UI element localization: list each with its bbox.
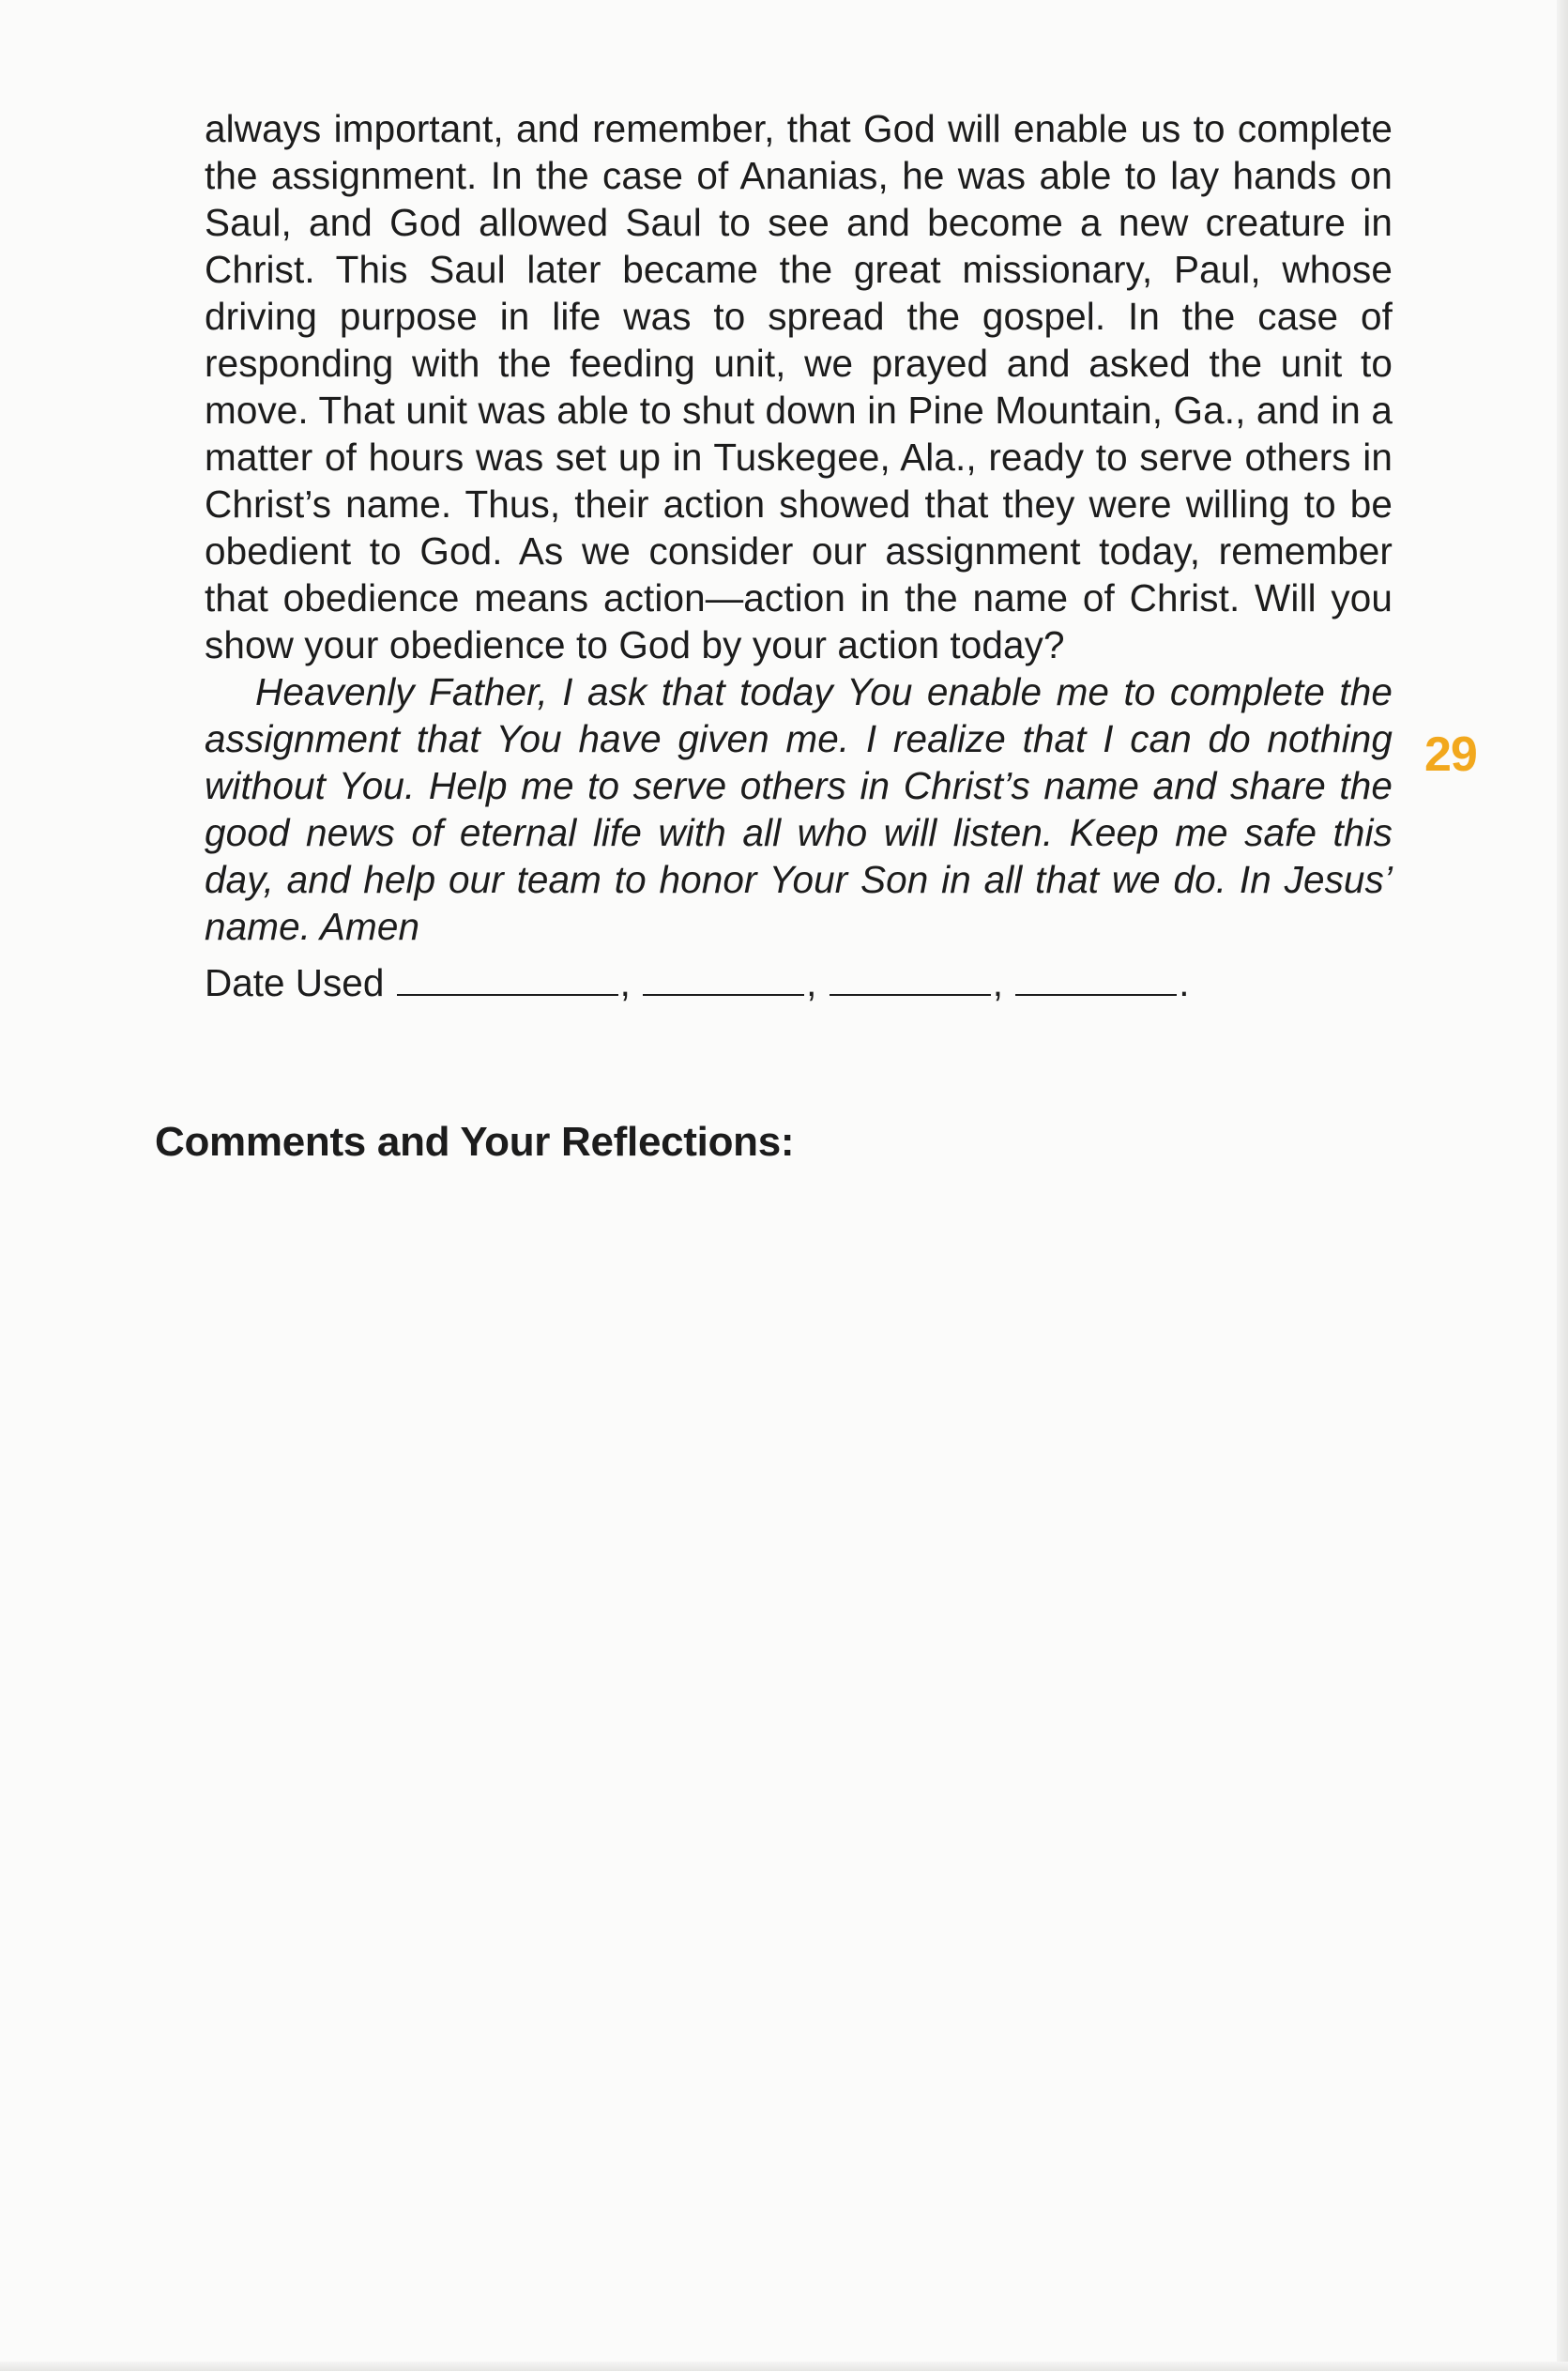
- page-bottom-edge: [0, 2362, 1568, 2371]
- date-used-line: [205, 959, 1393, 1006]
- date-blank-1[interactable]: [397, 964, 618, 996]
- comments-heading: Comments and Your Reflections:: [155, 1119, 795, 1165]
- page-content: [205, 105, 1393, 1006]
- prayer-paragraph: Heavenly Father, I ask that today You enable me to complete the assignment that You have given me. I realize that I can do nothing without You. Help me to serve others in Christ’s name and share the good news of eternal life with all who will listen. Keep me safe this day, and help our team to honor Your Son in all that we do. In Jesus’ name. Amen: [205, 670, 1393, 948]
- date-separator: ,: [619, 961, 631, 1004]
- page-edge: [1557, 0, 1568, 2371]
- date-blank-4[interactable]: [1015, 964, 1177, 996]
- date-blank-2[interactable]: [643, 964, 804, 996]
- date-blank-3[interactable]: [830, 964, 991, 996]
- body-paragraph: always important, and remember, that God will enable us to complete the assignment. In the case of Ananias, he was able to lay hands on Saul, and God allowed Saul to see and become a new creature in Christ. This Saul later became the great missionary, Paul, whose driving purpose in life was to spread the gospel. In the case of responding with the feeding unit, we prayed and asked the unit to move. That unit was able to shut down in Pine Mountain, Ga., and in a matter of hours was set up in Tuskegee, Ala., ready to serve others in Christ’s name. Thus, their action showed that they were willing to be obedient to God. As we consider our assignment today, remember that obedience means action—action in the name of Christ. Will you show your obedience to God by your action today?: [205, 107, 1393, 666]
- date-separator: ,: [806, 961, 817, 1004]
- page-number: 29: [1424, 727, 1477, 782]
- date-used-label: Date Used: [205, 961, 385, 1004]
- date-separator: ,: [992, 961, 1003, 1004]
- date-end: .: [1179, 961, 1190, 1004]
